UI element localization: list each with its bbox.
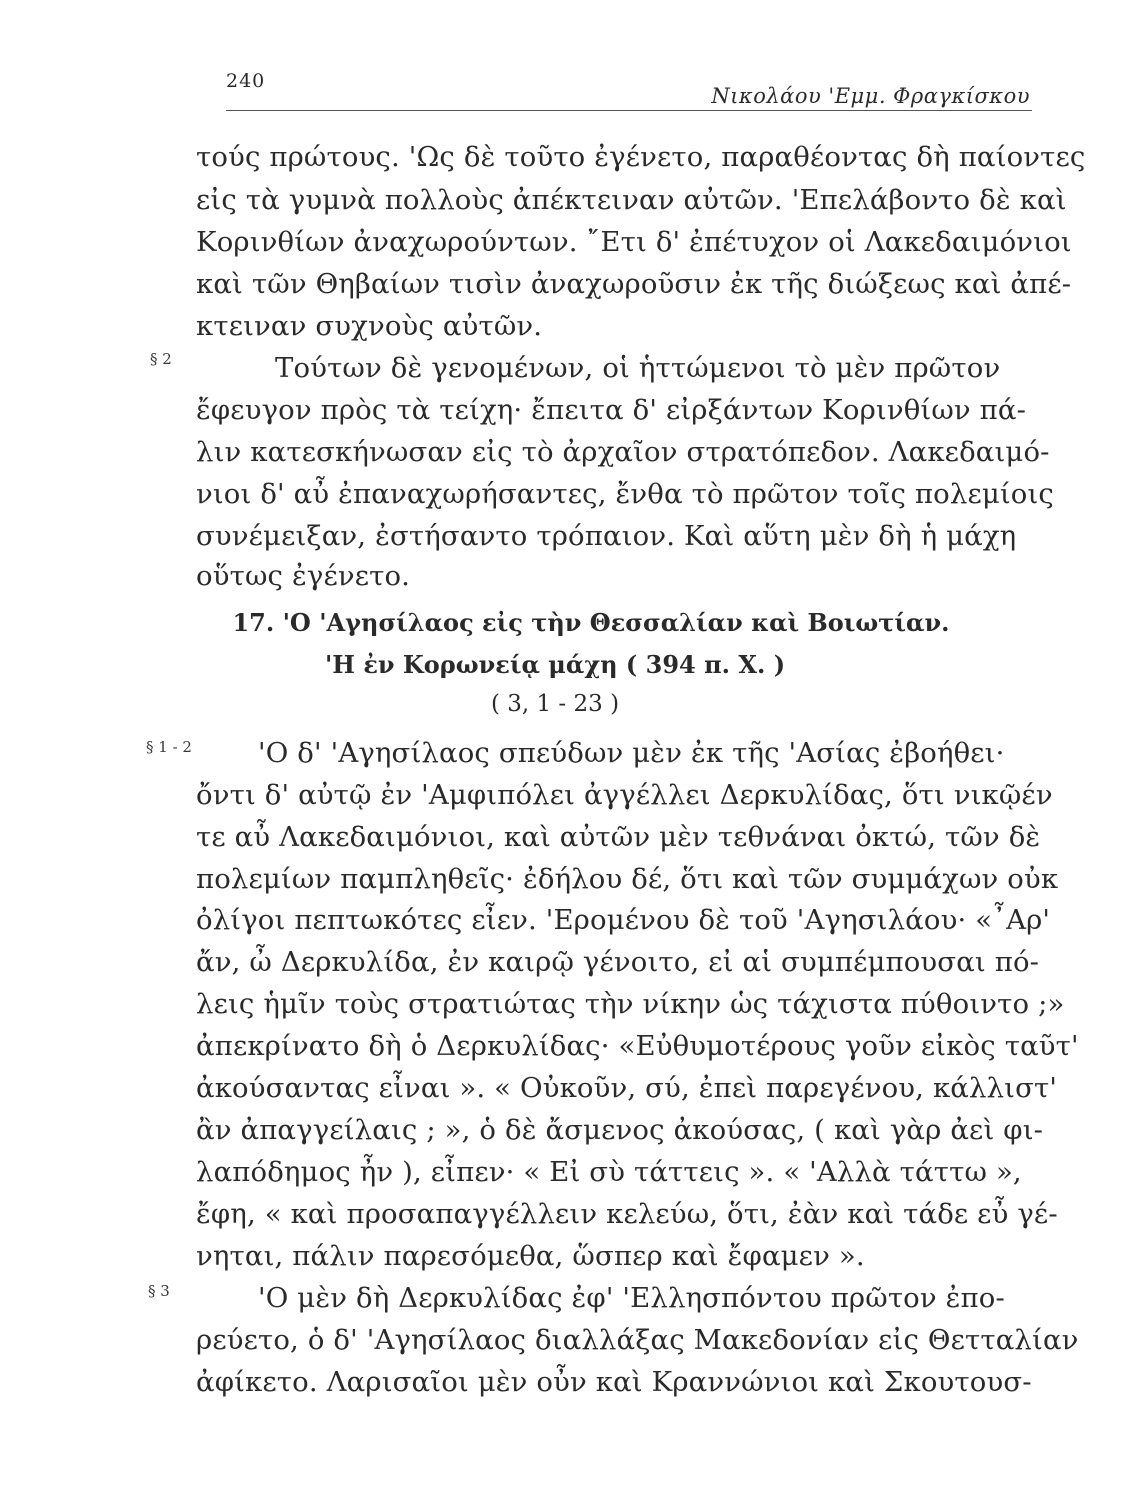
text-line: ρεύετο, ὁ δ' 'Αγησίλαος διαλλάξας Μακεδονίαν εἰς Θετταλίαν xyxy=(196,1324,1079,1356)
text-line: νιοι δ' αὖ ἐπαναχωρήσαντες, ἔνθα τὸ πρῶτον τοῖς πολεμίοις xyxy=(196,478,1054,510)
page-number: 240 xyxy=(226,70,266,92)
text-line: κτειναν συχνοὺς αὐτῶν. xyxy=(196,310,543,342)
text-line: ἀπεκρίνατο δὴ ὁ Δερκυλίδας· «Εὐθυμοτέρους γοῦν εἰκὸς ταῦτ' xyxy=(196,1030,1079,1062)
header-rule xyxy=(226,110,1032,111)
text-line: καὶ τῶν Θηβαίων τισὶν ἀναχωροῦσιν ἐκ τῆς διώξεως καὶ ἀπέ- xyxy=(196,268,1072,300)
text-line: τούς πρώτους. 'Ως δὲ τοῦτο ἐγένετο, παραθέοντας δὴ παίοντες xyxy=(196,141,1086,173)
section-heading-subtitle: 'Η ἐν Κορωνείᾳ μάχη ( 394 π. Χ. ) xyxy=(324,650,786,679)
text-line: 'Ο δ' 'Αγησίλαος σπεύδων μὲν ἐκ τῆς 'Ασίας ἐβοήθει· xyxy=(258,737,1005,769)
text-line: Τούτων δὲ γενομένων, οἱ ἡττώμενοι τὸ μὲν πρῶτον xyxy=(275,352,1001,384)
text-line: ἔφευγον πρὸς τὰ τείχη· ἔπειτα δ' εἰρξάντων Κορινθίων πά- xyxy=(196,394,1027,426)
text-line: νηται, πάλιν παρεσόμεθα, ὥσπερ καὶ ἔφαμεν ». xyxy=(196,1240,865,1272)
text-line: συνέμειξαν, ἐστήσαντο τρόπαιον. Καὶ αὕτη μὲν δὴ ἡ μάχη xyxy=(196,520,1017,552)
text-line: λιν κατεσκήνωσαν εἰς τὸ ἀρχαῖον στρατόπεδον. Λακεδαιμό- xyxy=(196,436,1050,468)
text-line: ὄντι δ' αὐτῷ ἐν 'Αμφιπόλει ἀγγέλλει Δερκυλίδας, ὅτι νικῷέν xyxy=(196,779,1053,811)
section-marker: § 2 xyxy=(150,350,172,368)
text-line: ἔφη, « καὶ προσαπαγγέλλειν κελεύω, ὅτι, ἐὰν καὶ τάδε εὖ γέ- xyxy=(196,1198,1058,1230)
text-line: εἰς τὰ γυμνὰ πολλοὺς ἀπέκτειναν αὐτῶν. 'Επελάβοντο δὲ καὶ xyxy=(196,184,1067,216)
text-line: οὕτως ἐγένετο. xyxy=(196,560,411,592)
section-marker: § 3 xyxy=(148,1282,170,1300)
text-line: πολεμίων παμπληθεῖς· ἐδήλου δέ, ὅτι καὶ τῶν συμμάχων οὐκ xyxy=(196,863,1059,895)
text-line: Κορινθίων ἀναχωρούντων. ῎Ετι δ' ἐπέτυχον οἱ Λακεδαιμόνιοι xyxy=(196,226,1072,258)
text-line: ἂν ἀπαγγείλαις ; », ὁ δὲ ἄσμενος ἀκούσας, ( καὶ γὰρ ἀεὶ φι- xyxy=(196,1114,1044,1146)
text-line: λεις ἡμῖν τοὺς στρατιώτας τὴν νίκην ὡς τάχιστα πύθοιντο ;» xyxy=(196,988,1065,1020)
section-heading-reference: ( 3, 1 - 23 ) xyxy=(490,691,620,717)
section-heading-title: 17. 'Ο 'Αγησίλαος εἰς τὴν Θεσσαλίαν καὶ Βοιωτίαν. xyxy=(232,608,950,637)
text-line: ὀλίγοι πεπτωκότες εἶεν. 'Ερομένου δὲ τοῦ 'Αγησιλάου· «῏Αρ' xyxy=(196,904,1051,936)
section-marker: § 1 - 2 xyxy=(146,738,192,756)
text-line: ἄν, ὦ Δερκυλίδα, ἐν καιρῷ γένοιτο, εἰ αἱ συμπέμπουσαι πό- xyxy=(196,946,1040,978)
text-line: ἀφίκετο. Λαρισαῖοι μὲν οὖν καὶ Κραννώνιοι καὶ Σκουτουσ- xyxy=(196,1366,1032,1398)
text-line: ἀκούσαντας εἶναι ». « Οὐκοῦν, σύ, ἐπεὶ παρεγένου, κάλλιστ' xyxy=(196,1072,1058,1104)
text-line: 'Ο μὲν δὴ Δερκυλίδας ἐφ' 'Ελλησπόντου πρῶτον ἐπο- xyxy=(258,1282,1005,1314)
text-line: τε αὖ Λακεδαιμόνιοι, καὶ αὐτῶν μὲν τεθνάναι ὀκτώ, τῶν δὲ xyxy=(196,821,1041,853)
running-head: Νικολάου 'Εμμ. Φραγκίσκου xyxy=(711,84,1030,108)
text-line: λαπόδημος ἦν ), εἶπεν· « Εἰ σὺ τάττεις ». « 'Αλλὰ τάττω », xyxy=(196,1156,1022,1188)
